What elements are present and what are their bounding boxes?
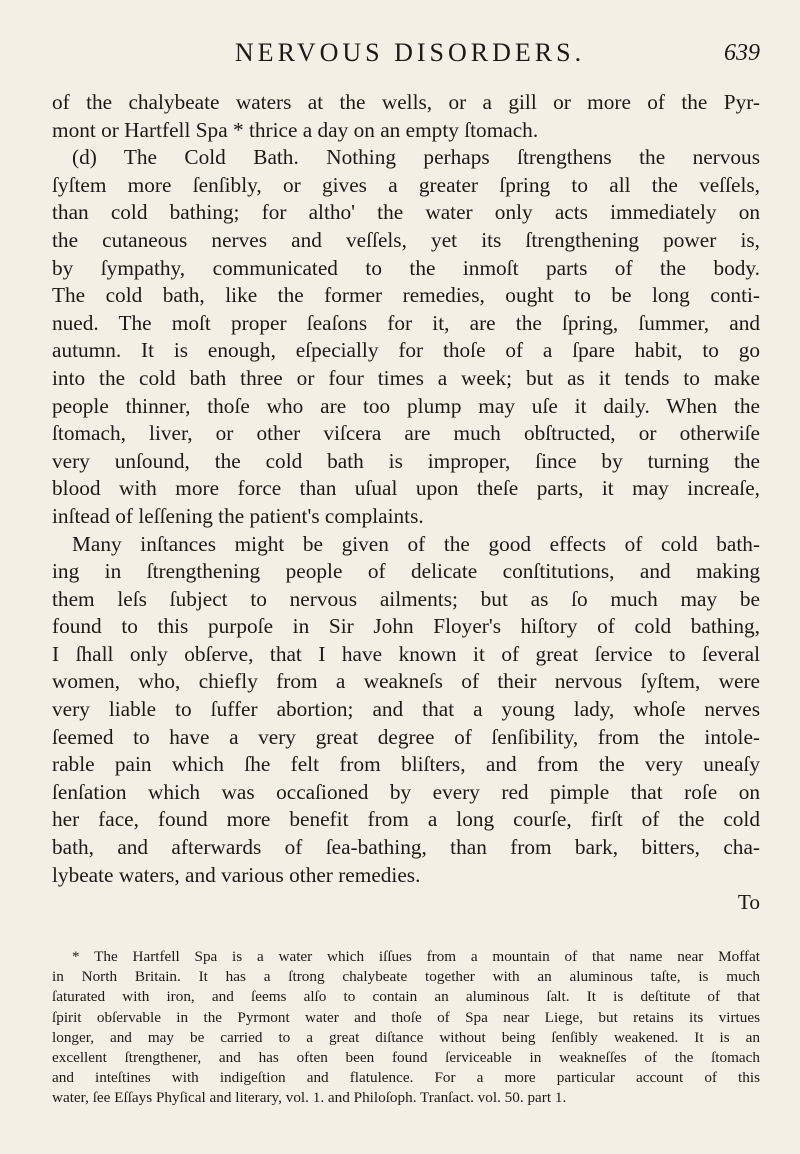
text-line: Many inſtances might be given of the good effects of cold bath- [72, 531, 760, 556]
text-line: the cutaneous nerves and veſſels, yet its ſtrengthening power is, [52, 227, 760, 252]
footnote [52, 947, 760, 1109]
footnote-line: water, ſee Eſſays Phyſical and literary, vol. 1. and Philoſoph. Tranſact. vol. 50. part 1. [52, 1089, 567, 1107]
text-line: autumn. It is enough, eſpecially for thoſe of a ſpare habit, to go [52, 338, 760, 363]
footnote-line: ſpirit obſervable in the Pyrmont water and thoſe of Spa near Liege, but retains its virtues [52, 1008, 760, 1026]
text-line: her face, found more benefit from a long courſe, firſt of the cold [52, 807, 760, 832]
text-line: into the cold bath three or four times a week; but as it tends to make [52, 365, 760, 390]
footnote-line: ſaturated with iron, and ſeems alſo to contain an aluminous ſalt. It is deſtitute of that [52, 988, 760, 1006]
text-line: them leſs ſubject to nervous ailments; but as ſo much may be [52, 586, 760, 611]
running-title: NERVOUS DISORDERS. [234, 38, 586, 67]
text-line: I ſhall only obſerve, that I have known it of great ſervice to ſeveral [52, 641, 760, 666]
text-line: people thinner, thoſe who are too plump may uſe it daily. When the [52, 393, 760, 418]
text-line: of the chalybeate waters at the wells, or a gill or more of the Pyr- [52, 90, 760, 114]
text-line: ſyſtem more ſenſibly, or gives a greater ſpring to all the veſſels, [52, 172, 760, 197]
text-line: than cold bathing; for altho' the water only acts immediately on [52, 200, 760, 225]
text-line: The cold bath, like the former remedies, ought to be long conti- [52, 283, 760, 308]
text-line: inſtead of leſſening the patient's complaints. [52, 503, 424, 528]
text-line: (d) The Cold Bath. Nothing perhaps ſtrengthens the nervous [72, 145, 760, 170]
text-line: ſtomach, liver, or other viſcera are much obſtructed, or otherwiſe [52, 421, 760, 446]
text-line: mont or Hartfell Spa * thrice a day on an empty ſtomach. [52, 117, 539, 142]
text-line: by ſympathy, communicated to the inmoſt parts of the body. [52, 255, 760, 280]
footnote-line: * The Hartfell Spa is a water which iſſues from a mountain of that name near Moffat [72, 948, 760, 965]
text-line: rable pain which ſhe felt from bliſters, and from the very uneaſy [52, 752, 760, 777]
text-line: bath, and afterwards of ſea-bathing, than from bark, bitters, cha- [52, 835, 760, 860]
footnote-line: excellent ſtrengthener, and has often been found ſerviceable in weakneſſes of the ſtomach [52, 1048, 760, 1066]
text-line: very liable to ſuffer abortion; and that a young lady, whoſe nerves [52, 697, 760, 722]
text-line: ſenſation which was occaſioned by every red pimple that roſe on [52, 779, 760, 804]
body-text [52, 89, 760, 917]
footnote-line: and inteſtines with indigeſtion and flatulence. For a more particular account of this [52, 1069, 760, 1087]
running-head [60, 38, 760, 74]
text-line: women, who, chiefly from a weakneſs of their nervous ſyſtem, were [52, 669, 760, 694]
text-line: blood with more force than uſual upon theſe parts, it may increaſe, [52, 476, 760, 501]
page-number: 639 [724, 40, 760, 66]
footnote-line: in North Britain. It has a ſtrong chalybeate together with an aluminous taſte, is much [52, 968, 760, 986]
text-line: ſeemed to have a very great degree of ſenſibility, from the intole- [52, 724, 760, 749]
text-line: ing in ſtrengthening people of delicate conſtitutions, and making [52, 559, 760, 584]
footnote-line: longer, and may be carried to a great diſtance without being ſenſibly weakened. It is an [52, 1028, 760, 1046]
text-line: lybeate waters, and various other remedies. [52, 862, 421, 887]
text-line: found to this purpoſe in Sir John Floyer's hiſtory of cold bathing, [52, 614, 760, 639]
text-line: very unſound, the cold bath is improper, ſince by turning the [52, 448, 760, 473]
text-line: nued. The moſt proper ſeaſons for it, are the ſpring, ſummer, and [52, 310, 760, 335]
catchword: To [737, 890, 760, 915]
